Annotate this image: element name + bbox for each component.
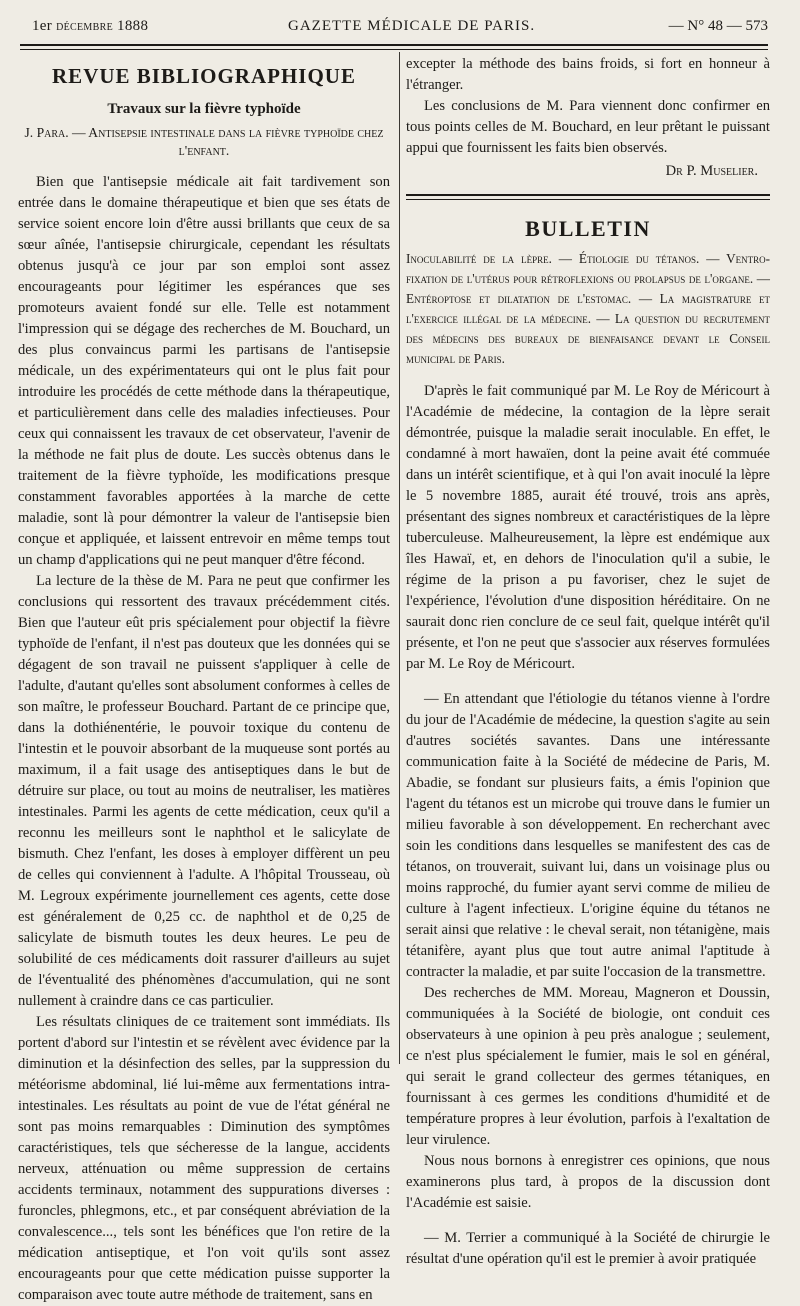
journal-title: GAZETTE MÉDICALE DE PARIS.: [288, 18, 536, 34]
signature: Dr P. Muselier.: [665, 163, 758, 179]
article-title: J. Para. — Antisepsie intestinale dans la fièvre typhoïde chez l'enfant.: [24, 125, 384, 158]
bulletin-rule-thin: [406, 199, 770, 200]
top-rule: [20, 44, 768, 46]
issue-number: — N° 48 — 573: [668, 18, 768, 34]
left-column: [18, 60, 390, 1306]
paragraph: D'après le fait communiqué par M. Le Roy de Méricourt à l'Académie de médecine, la contagion de la lèpre serait démontrée, puisque la maladie serait inoculable. En effet, le condamné à mort hawaïen, dont la peine avait été commuée dans un intérêt scientifique, et à qui l'on avait inoculé la lèpre le 5 novembre 1885, aurait été trouvé, trois ans après, présentant des signes nombreux et caractéristiques de la lèpre tuberculeuse. Malheureusement, la lèpre est endémique aux îles Hawaï, et, en dehors de l'inoculation qu'il a subie, le régime de la prison a pu favoriser, chez le sujet de l'expérience, l'évolution d'une disposition héréditaire. On ne saurait donc rien conclure de ce seul fait, quelque intérêt qu'il présente, et l'on ne peut que s'associer aux réserves formulées par M. Le Roy de Méricourt.: [406, 383, 770, 672]
bulletin-heading: BULLETIN: [525, 216, 651, 241]
bulletin-rule: [406, 194, 770, 196]
paragraph: — En attendant que l'étiologie du tétanos vienne à l'ordre du jour de l'Académie de médecine, la question s'agite au sein d'autres sociétés savantes. Dans une intéressante communication faite à la Société de médecine de Paris, M. Abadie, se fondant sur plusieurs faits, a émis l'opinion que l'agent du tétanos est un microbe qui trouve dans le fumier un milieu favorable à son développement. En recherchant avec soin les conditions dans lesquelles se manifestent des cas de tétanos, on trouverait, suivant lui, dans un voisinage plus ou moins rapproché, du fumier ayant servi comme de milieu de culture à l'agent infectieux. L'origine équine du tétanos ne serait ainsi que relative : le cheval serait, non tétanigène, mais tétanifère, ayant plus que tout autre animal l'aptitude à contracter la maladie, et par suite l'occasion de la transmettre.: [406, 691, 770, 980]
subheading: Travaux sur la fièvre typhoïde: [107, 101, 301, 117]
paragraph: Nous nous bornons à enregistrer ces opinions, que nous examinerons plus tard, à propos de la discussion dont l'Académie est saisie.: [406, 1153, 770, 1211]
paragraph: — M. Terrier a communiqué à la Société de chirurgie le résultat d'une opération qu'il est le premier à avoir pratiquée: [406, 1230, 770, 1267]
issue-date: 1er décembre 1888: [32, 18, 149, 34]
paragraph: Des recherches de MM. Moreau, Magneron et Doussin, communiquées à la Société de biologie, ont conduit ces observateurs à une opinion à peu près analogue ; seulement, ce n'est plus spécialement le fumier, mais le sol en général, qui serait le grand collecteur des germes tétaniques, en fournissant à ces germes les conditions d'humidité et de température propres à leur évolution, parfois à l'exaltation de leur virulence.: [406, 985, 770, 1148]
right-column: [406, 54, 770, 1270]
column-divider: [399, 52, 400, 1064]
spacer: [406, 675, 770, 689]
section-heading: REVUE BIBLIOGRAPHIQUE: [52, 64, 356, 88]
masthead: [20, 14, 768, 36]
continuation-text: excepter la méthode des bains froids, si fort en honneur à l'étranger.: [406, 56, 770, 93]
bulletin-summary: Inoculabilité de la lèpre. — Étiologie du tétanos. — Ventro-fixation de l'utérus pour rétroflexions ou prolapsus de l'organe. — Entéroptose et dilatation de l'estomac. — La magistrature et l'exercice illégal de la médecine. — La question du recrutement des médecins des bureaux de bienfaisance devant le Conseil municipal de Paris.: [406, 251, 770, 366]
paragraph: Les résultats cliniques de ce traitement sont immédiats. Ils portent d'abord sur l'intestin et se révèlent avec évidence par la diminution et la désinfection des selles, par la suppression du météorisme abdominal, lié lui-même aux fermentations intra-intestinales. Les résultats au point de vue de l'état général ne sont pas moins remarquables : Diminution des symptômes caractéristiques, tels que sécheresse de la langue, accidents nerveux, atténuation ou même suppression de certains accidents terminaux, notamment des suppurations diverses : furoncles, phlegmons, etc., et par conséquent abréviation de la convalescence..., tels sont les bénéfices que l'on retire de la médication antiseptique, et l'on voit qu'ils sont assez encourageants pour que cette médication puisse supporter la comparaison avec toute autre méthode de traitement, sans en: [18, 1014, 390, 1303]
spacer: [406, 1214, 770, 1228]
paragraph: La lecture de la thèse de M. Para ne peut que confirmer les conclusions qui ressortent des travaux précédemment cités. Bien que l'auteur eût pris spécialement pour objectif la fièvre typhoïde de l'enfant, il n'est pas douteux que les données qui se dégagent de son travail ne puissent s'appliquer à celle de l'adulte, d'autant qu'elles sont absolument conformes à celles de son maître, le professeur Bouchard. Partant de ce principe que, dans la dothiénentérie, le pouvoir toxique du contenu de l'intestin et le pouvoir absorbant de la muqueuse sont portés au maximum, il a fait usage des antiseptiques dans le but de détruire sur place, ou tout au moins de neutraliser, les matières intestinales. Parmi les agents de cette médication, ceux qu'il a reconnu les meilleurs sont le naphthol et le salicylate de bismuth. Chez l'enfant, les doses à employer diffèrent un peu de celles qui conviennent à l'adulte. A l'hôpital Trousseau, où M. Legroux expérimente journellement ces agents, cette dose est généralement de 0,25 cc. de naphthol et de 0,25 de salicylate de bismuth toutes les deux heures. Le peu de solubilité de ces médicaments doit rassurer d'ailleurs au sujet de l'éventualité des phénomènes d'accumulation, qui ne sont nullement à craindre dans ce cas particulier.: [18, 573, 390, 1009]
top-rule-thin: [20, 49, 768, 50]
paragraph: Bien que l'antisepsie médicale ait fait tardivement son entrée dans le domaine thérapeutique et bien que ses états de service soient encore loin d'être aussi brillants que ceux de sa sœur aînée, l'antisepsie chirurgicale, cependant les résultats obtenus jusqu'à ce jour par son emploi sont assez encourageants pour légitimer les espérances que ses promoteurs avaient fondé sur elle. Telle est notamment l'impression qui se dégage des recherches de M. Bouchard, un des plus convaincus parmi les partisans de l'antisepsie médicale, un des expérimentateurs qui ont le plus fait pour introduire les procédés de cette méthode dans la thérapeutique, et particulièrement dans celle des maladies infectieuses. Pour ceux qui connaissent les travaux de cet observateur, l'avenir de la méthode ne fait plus de doute. Les succès obtenus dans le traitement de la fièvre typhoïde, les modifications presque constamment favorables apportées à la marche de cette maladie, sont là pour démontrer la valeur de l'antisepsie bien conçue et appliquée, et laissent entrevoir en même temps tout un champ d'applications qui ne peut manquer d'être fécond.: [18, 174, 390, 568]
conclusion-paragraph: Les conclusions de M. Para viennent donc confirmer en tous points celles de M. Bouchard, en leur prêtant le puissant appui que fournissent les faits bien observés.: [406, 98, 770, 156]
